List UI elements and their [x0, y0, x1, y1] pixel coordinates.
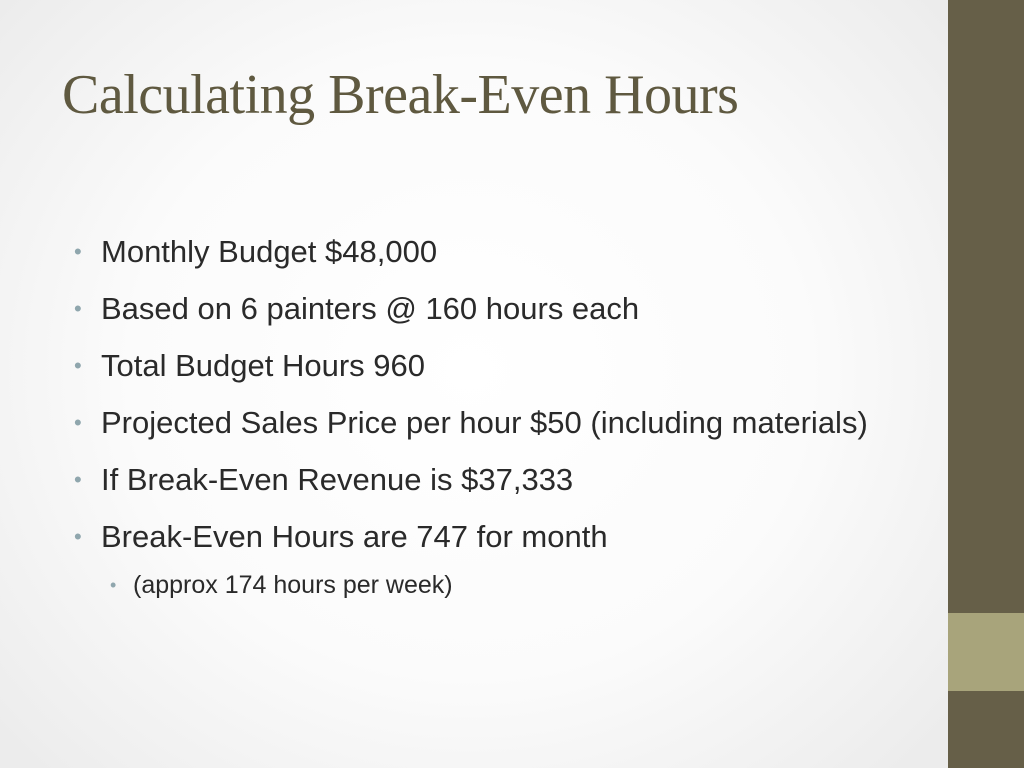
- bullet-text: Projected Sales Price per hour $50 (including materials): [101, 405, 868, 440]
- bullet-item: [72, 456, 892, 504]
- bullet-list: [72, 228, 892, 604]
- sub-bullet-text: (approx 174 hours per week): [133, 571, 453, 599]
- bullet-dot-icon: •: [110, 575, 117, 595]
- bullet-text: Total Budget Hours 960: [101, 348, 425, 383]
- bullet-text: Based on 6 painters @ 160 hours each: [101, 291, 640, 326]
- bullet-item: [72, 342, 892, 390]
- bullet-dot-icon: •: [74, 296, 82, 321]
- bullet-item: [72, 285, 892, 333]
- bullet-text: Break-Even Hours are 747 for month: [101, 519, 608, 554]
- bullet-item: [72, 399, 892, 447]
- bullet-text: Monthly Budget $48,000: [101, 234, 438, 269]
- bullet-text: If Break-Even Revenue is $37,333: [101, 462, 574, 497]
- bullet-dot-icon: •: [74, 467, 82, 492]
- bullet-dot-icon: •: [74, 410, 82, 435]
- bullet-dot-icon: •: [74, 239, 82, 264]
- sub-bullet-item: [72, 566, 892, 604]
- slide-title: Calculating Break-Even Hours: [62, 64, 739, 126]
- decorative-side-accent: [948, 613, 1024, 691]
- bullet-item: [72, 513, 892, 561]
- bullet-item: [72, 228, 892, 276]
- bullet-dot-icon: •: [74, 353, 82, 378]
- bullet-dot-icon: •: [74, 524, 82, 549]
